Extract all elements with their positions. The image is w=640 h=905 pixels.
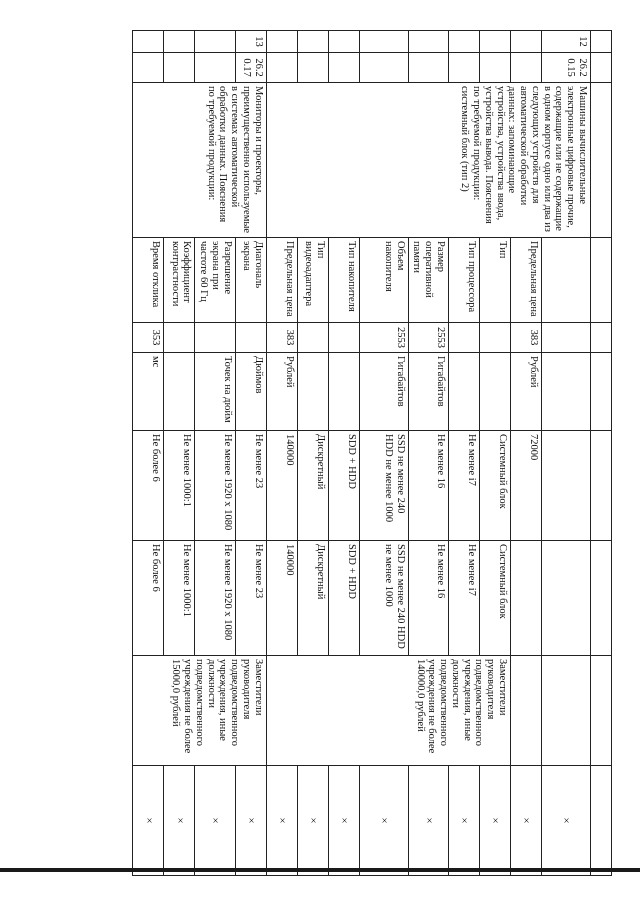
cell-char: Диагональ экрана (235, 238, 266, 323)
cell-num: 13 (235, 31, 266, 53)
cell-value2 (542, 541, 591, 656)
cell-mark: × (449, 766, 480, 876)
cell-value3 (511, 656, 542, 766)
cell-code (408, 53, 448, 83)
cell-unit-name (591, 353, 612, 431)
cell-unit-name (164, 353, 195, 431)
cell-value3: Заместители руководителя подведомственного учреждения, иные должности подведомственного учреждения не более 140000,0 рублей (266, 656, 510, 766)
cell-mark: × (133, 766, 164, 876)
cell-num (164, 31, 195, 53)
cell-code (591, 53, 612, 83)
cell-value2: Не менее 23 (235, 541, 266, 656)
cell-num (511, 31, 542, 53)
cell-char (591, 238, 612, 323)
cell-value1 (542, 431, 591, 541)
cell-value2: Не более 6 (133, 541, 164, 656)
cell-char: Объем накопителя (359, 238, 408, 323)
cell-value2 (591, 541, 612, 656)
cell-value1: Не менее 1000:1 (164, 431, 195, 541)
cell-unit-name: Дюймов (235, 353, 266, 431)
cell-unit-code (591, 323, 612, 353)
table-row (235, 31, 266, 876)
cell-code (511, 53, 542, 83)
cell-unit-name (480, 353, 511, 431)
cell-unit-code: 383 (511, 323, 542, 353)
cell-value1: Не менее 16 (408, 431, 448, 541)
cell-value2 (511, 541, 542, 656)
cell-unit-code (480, 323, 511, 353)
cell-num (133, 31, 164, 53)
cell-code (133, 53, 164, 83)
cell-value2: Системный блок (480, 541, 511, 656)
requirements-table (133, 30, 613, 876)
cell-mark: × (266, 766, 297, 876)
cell-unit-name (328, 353, 359, 431)
cell-char: Тип процессора (449, 238, 480, 323)
cell-unit-code (195, 323, 235, 353)
cell-char: Предельная цена (511, 238, 542, 323)
cell-char: Тип видеоадаптера (297, 238, 328, 323)
cell-name (591, 83, 612, 238)
table-row (542, 31, 591, 876)
cell-code: 26.20.15 (542, 53, 591, 83)
cell-mark: × (297, 766, 328, 876)
cell-unit-code (542, 323, 591, 353)
cell-unit-name (542, 353, 591, 431)
cell-mark (591, 766, 612, 876)
cell-mark: × (408, 766, 448, 876)
cell-unit-name (297, 353, 328, 431)
cell-code (359, 53, 408, 83)
cell-char: Предельная цена (266, 238, 297, 323)
cell-unit-name: мс (133, 353, 164, 431)
cell-char: Коэффициент контрастности (164, 238, 195, 323)
cell-char: Разрешение экрана при частоте 60 Гц (195, 238, 235, 323)
cell-char: Время отклика (133, 238, 164, 323)
cell-value1: SSD не менее 240 HDD не менее 1000 (359, 431, 408, 541)
cell-code (328, 53, 359, 83)
cell-char: Тип накопителя (328, 238, 359, 323)
cell-unit-code (164, 323, 195, 353)
cell-num (480, 31, 511, 53)
cell-num (297, 31, 328, 53)
cell-value2: Не менее 16 (408, 541, 448, 656)
cell-num (359, 31, 408, 53)
cell-value1: Не менее 1920 x 1080 (195, 431, 235, 541)
cell-unit-code (449, 323, 480, 353)
cell-unit-name: Гигабайтов (408, 353, 448, 431)
cell-value3 (591, 656, 612, 766)
cell-mark: × (164, 766, 195, 876)
cell-value2: Не менее 1920 x 1080 (195, 541, 235, 656)
cell-unit-code (328, 323, 359, 353)
cell-unit-name: Гигабайтов (359, 353, 408, 431)
cell-num (449, 31, 480, 53)
cell-unit-code: 383 (266, 323, 297, 353)
cell-value1: Дискретный (297, 431, 328, 541)
cell-code (266, 53, 297, 83)
cell-unit-name: Рублей (266, 353, 297, 431)
cell-unit-code: 2553 (359, 323, 408, 353)
cell-value3 (542, 656, 591, 766)
cell-value1: Не более 6 (133, 431, 164, 541)
cell-unit-name (449, 353, 480, 431)
cell-value2: Не менее 1000:1 (164, 541, 195, 656)
cell-value3: Заместители руководителя подведомственного учреждения, иные должности подведомственного учреждения не более 15000,0 рублей (133, 656, 266, 766)
cell-value1 (591, 431, 612, 541)
cell-mark: × (511, 766, 542, 876)
cell-num (328, 31, 359, 53)
cell-mark: × (195, 766, 235, 876)
cell-code: 26.20.17 (235, 53, 266, 83)
cell-unit-name: Рублей (511, 353, 542, 431)
cell-num (266, 31, 297, 53)
cell-value1: SDD + HDD (328, 431, 359, 541)
table-row (591, 31, 612, 876)
cell-unit-code: 353 (133, 323, 164, 353)
cell-num (408, 31, 448, 53)
cell-char (542, 238, 591, 323)
scan-edge-shadow (0, 868, 640, 872)
cell-name: Мониторы и проекторы, преимущественно используемые в системах автоматической обработки данных. Пояснения по требуемой продукции: (133, 83, 266, 238)
cell-code (297, 53, 328, 83)
cell-value1: Не менее i7 (449, 431, 480, 541)
cell-num (591, 31, 612, 53)
cell-value1: 140000 (266, 431, 297, 541)
cell-num: 12 (542, 31, 591, 53)
cell-unit-name: Точек на дюйм (195, 353, 235, 431)
cell-value2: Дискретный (297, 541, 328, 656)
cell-mark: × (359, 766, 408, 876)
cell-code (164, 53, 195, 83)
cell-mark: × (235, 766, 266, 876)
cell-value2: SSD не менее 240 HDD не менее 1000 (359, 541, 408, 656)
cell-code (195, 53, 235, 83)
cell-mark: × (328, 766, 359, 876)
cell-mark: × (480, 766, 511, 876)
cell-char: Размер оперативной памяти (408, 238, 448, 323)
cell-value2: 140000 (266, 541, 297, 656)
cell-value2: Не менее i7 (449, 541, 480, 656)
cell-code (480, 53, 511, 83)
cell-char: Тип (480, 238, 511, 323)
cell-name: Машины вычислительные электронные цифровые прочие, содержащие или не содержащие в одном корпусе одно или два из следующих устройств для автоматической обработки данных: запоминающие устройства, устройства ввода, устройства вывода. Пояснения по требуемой продукции: системный блок (тип 2) (266, 83, 590, 238)
cell-value2: SDD + HDD (328, 541, 359, 656)
cell-unit-code: 2553 (408, 323, 448, 353)
cell-unit-code (235, 323, 266, 353)
cell-unit-code (297, 323, 328, 353)
cell-value1: Не менее 23 (235, 431, 266, 541)
cell-value1: Системный блок (480, 431, 511, 541)
cell-value1: 72000 (511, 431, 542, 541)
cell-mark: × (542, 766, 591, 876)
cell-num (195, 31, 235, 53)
cell-code (449, 53, 480, 83)
